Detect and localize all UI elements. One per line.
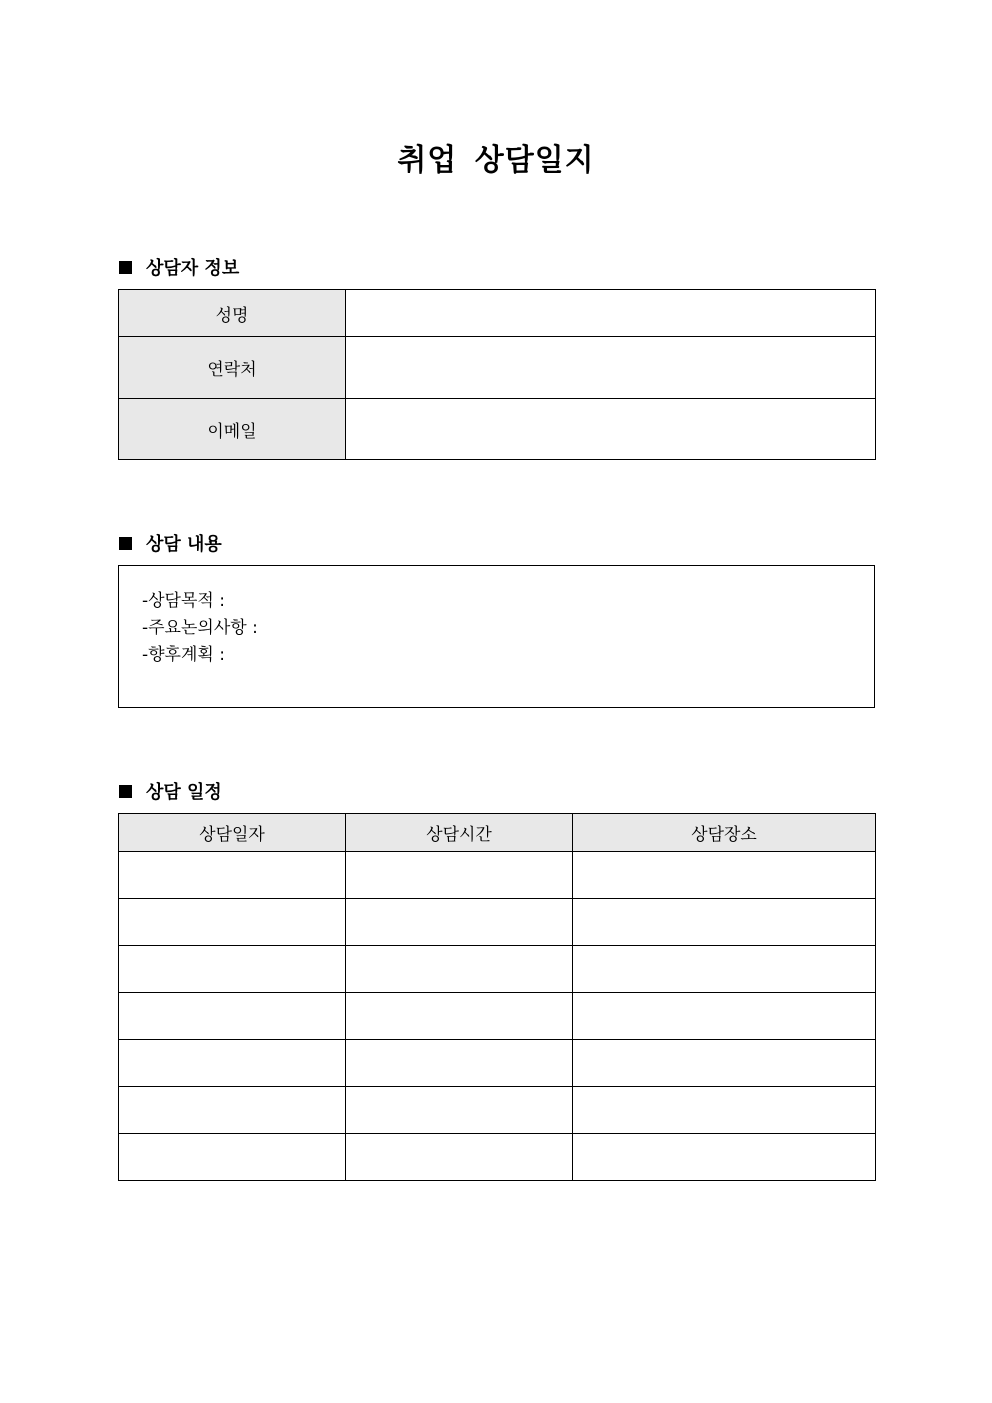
date-cell[interactable] [119, 993, 346, 1040]
content-line-future-plan: -향후계획 : [142, 645, 225, 665]
page-title: 취업 상담일지 [397, 143, 595, 178]
time-cell[interactable] [346, 1134, 573, 1181]
time-cell[interactable] [346, 1087, 573, 1134]
section-heading-label: 상담 내용 [146, 534, 222, 555]
table-header-row [119, 814, 876, 852]
section-heading-counseling-content [119, 530, 222, 556]
date-cell[interactable] [119, 852, 346, 899]
place-cell[interactable] [573, 946, 876, 993]
section-heading-label: 상담 일정 [146, 782, 222, 803]
section-heading-counseling-schedule [119, 778, 222, 804]
time-cell[interactable] [346, 852, 573, 899]
time-cell[interactable] [346, 993, 573, 1040]
place-cell[interactable] [573, 899, 876, 946]
date-cell[interactable] [119, 946, 346, 993]
email-field[interactable] [346, 399, 876, 460]
table-row [119, 1040, 876, 1087]
content-line-main-discussion: -주요논의사항 : [142, 618, 258, 638]
content-line-purpose: -상담목적 : [142, 591, 225, 611]
time-cell[interactable] [346, 899, 573, 946]
table-row [119, 899, 876, 946]
section-heading-counselee-info [119, 254, 239, 280]
place-cell[interactable] [573, 993, 876, 1040]
section-heading-label: 상담자 정보 [146, 258, 240, 279]
table-row [119, 852, 876, 899]
date-cell[interactable] [119, 1040, 346, 1087]
square-bullet-icon [119, 785, 132, 798]
table-row [119, 337, 876, 399]
counselee-info-table [118, 289, 876, 460]
table-row [119, 1087, 876, 1134]
counseling-schedule-table [118, 813, 876, 1181]
date-cell[interactable] [119, 899, 346, 946]
field-label-contact: 연락처 [119, 337, 346, 399]
time-cell[interactable] [346, 946, 573, 993]
column-header-time: 상담시간 [346, 814, 573, 852]
field-label-name: 성명 [119, 290, 346, 337]
name-field[interactable] [346, 290, 876, 337]
table-row [119, 946, 876, 993]
date-cell[interactable] [119, 1087, 346, 1134]
place-cell[interactable] [573, 1134, 876, 1181]
place-cell[interactable] [573, 1087, 876, 1134]
table-row [119, 1134, 876, 1181]
square-bullet-icon [119, 537, 132, 550]
counseling-content-box[interactable] [118, 565, 875, 708]
contact-field[interactable] [346, 337, 876, 399]
table-row [119, 399, 876, 460]
column-header-date: 상담일자 [119, 814, 346, 852]
place-cell[interactable] [573, 1040, 876, 1087]
field-label-email: 이메일 [119, 399, 346, 460]
table-row [119, 290, 876, 337]
place-cell[interactable] [573, 852, 876, 899]
column-header-place: 상담장소 [573, 814, 876, 852]
table-row [119, 993, 876, 1040]
square-bullet-icon [119, 261, 132, 274]
date-cell[interactable] [119, 1134, 346, 1181]
time-cell[interactable] [346, 1040, 573, 1087]
